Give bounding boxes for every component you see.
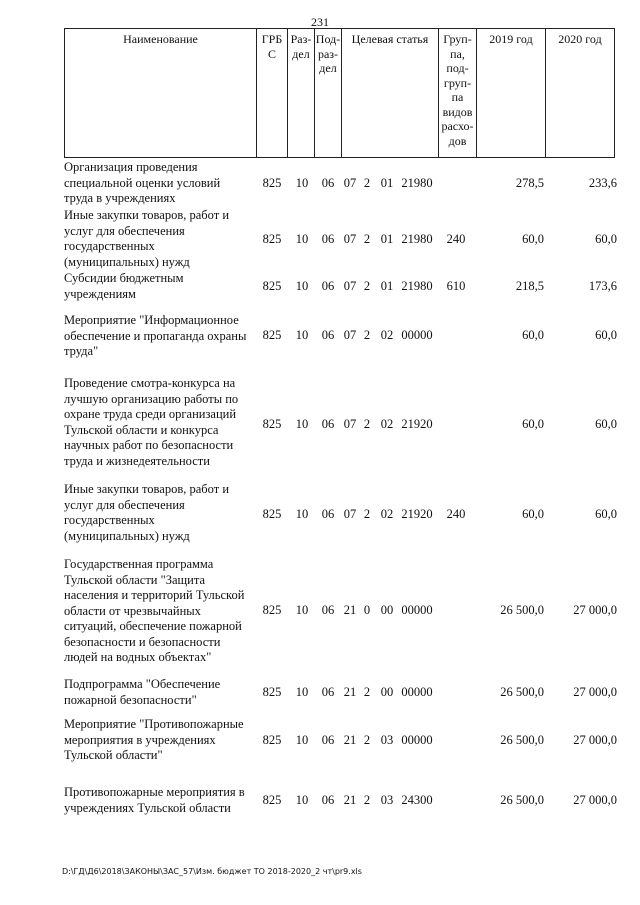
row-y2020: 60,0: [595, 232, 617, 246]
row-grbs: 825: [262, 176, 282, 190]
row-t2: 2: [363, 328, 371, 342]
row-y2019: 60,0: [522, 417, 544, 431]
row-grbs: 825: [262, 279, 282, 293]
row-grbs: 825: [262, 507, 282, 521]
row-grbs: 825: [262, 603, 282, 617]
row-razdel: 10: [295, 328, 309, 342]
row-name: Противопожарные мероприятия в учреждениях Тульской области: [64, 785, 245, 815]
row-t1: 21: [343, 793, 357, 807]
row-name: Иные закупки товаров, работ и услуг для обеспечения государственных (муниципальных) нужд: [64, 482, 230, 543]
row-t1: 07: [343, 507, 357, 521]
row-t2: 2: [363, 507, 371, 521]
row-name: Государственная программа Тульской области "Защита населения и территорий Тульской области от чрезвычайных ситуаций, обеспечение пожарной безопасности и безопасности людей на водных объектах": [64, 557, 245, 664]
row-razdel: 10: [295, 417, 309, 431]
page-number: 231: [311, 15, 329, 29]
row-t1: 07: [343, 232, 357, 246]
row-t4: 00000: [401, 685, 433, 699]
footer-path: D:\ГД\Д6\2018\ЗАКОНЫ\ЗАС_57\Изм. бюджет ТО 2018-2020_2 чт\pr9.xls: [62, 867, 362, 876]
row-t2: 2: [363, 733, 371, 747]
row-name: Проведение смотра-конкурса на лучшую организацию работы по охране труда среди организаций Тульской области и конкурса научных работ по безопасности труда и жизнедеятельности: [64, 376, 239, 468]
row-t3: 02: [380, 417, 394, 431]
row-t2: 2: [363, 793, 371, 807]
row-y2020: 233,6: [588, 176, 617, 190]
row-razdel: 10: [295, 176, 309, 190]
row-y2019: 60,0: [522, 507, 544, 521]
row-razdel: 10: [295, 793, 309, 807]
row-grbs: 825: [262, 232, 282, 246]
row-t2: 0: [363, 603, 371, 617]
header-name: Наименование: [64, 28, 256, 158]
row-y2020: 173,6: [588, 279, 617, 293]
row-y2020: 27 000,0: [573, 603, 617, 617]
row-t4: 00000: [401, 603, 433, 617]
row-t4: 21920: [401, 417, 433, 431]
row-razdel: 10: [295, 507, 309, 521]
row-t3: 03: [380, 793, 394, 807]
row-podrazdel: 06: [321, 176, 335, 190]
row-t3: 01: [380, 176, 394, 190]
row-t3: 01: [380, 279, 394, 293]
row-name: Подпрограмма "Обеспечение пожарной безопасности": [64, 677, 221, 707]
header-razdel: Раз- дел: [287, 28, 314, 158]
row-t4: 24300: [401, 793, 433, 807]
row-t1: 21: [343, 733, 357, 747]
row-t4: 00000: [401, 328, 433, 342]
header-group: Груп- па, под- груп- па видов расхо- дов: [438, 28, 476, 158]
row-podrazdel: 06: [321, 279, 335, 293]
row-razdel: 10: [295, 232, 309, 246]
row-t1: 07: [343, 417, 357, 431]
row-group: 240: [446, 507, 466, 521]
row-t1: 21: [343, 685, 357, 699]
row-t3: 02: [380, 507, 394, 521]
row-y2020: 60,0: [595, 328, 617, 342]
row-t4: 21980: [401, 232, 433, 246]
row-y2020: 27 000,0: [573, 793, 617, 807]
row-y2019: 60,0: [522, 232, 544, 246]
row-y2019: 278,5: [515, 176, 544, 190]
row-t1: 07: [343, 279, 357, 293]
header-grbs: ГРБ С: [256, 28, 287, 158]
row-razdel: 10: [295, 279, 309, 293]
row-y2019: 26 500,0: [500, 685, 544, 699]
row-t4: 21980: [401, 176, 433, 190]
row-t4: 00000: [401, 733, 433, 747]
row-name: Мероприятие "Противопожарные мероприятия в учреждениях Тульской области": [64, 717, 244, 762]
row-y2019: 26 500,0: [500, 733, 544, 747]
row-t2: 2: [363, 176, 371, 190]
row-name: Мероприятие "Информационное обеспечение и пропаганда охраны труда": [64, 313, 247, 358]
row-podrazdel: 06: [321, 733, 335, 747]
row-y2019: 26 500,0: [500, 603, 544, 617]
row-grbs: 825: [262, 733, 282, 747]
row-name: Иные закупки товаров, работ и услуг для обеспечения государственных (муниципальных) нужд: [64, 208, 230, 269]
row-y2019: 26 500,0: [500, 793, 544, 807]
header-2019: 2019 год: [476, 28, 545, 158]
row-podrazdel: 06: [321, 232, 335, 246]
row-y2020: 27 000,0: [573, 733, 617, 747]
row-t4: 21980: [401, 279, 433, 293]
row-podrazdel: 06: [321, 507, 335, 521]
row-t2: 2: [363, 685, 371, 699]
row-t3: 00: [380, 685, 394, 699]
row-y2019: 218,5: [515, 279, 544, 293]
row-grbs: 825: [262, 793, 282, 807]
row-y2019: 60,0: [522, 328, 544, 342]
row-t3: 03: [380, 733, 394, 747]
row-group: 610: [446, 279, 466, 293]
row-grbs: 825: [262, 417, 282, 431]
row-grbs: 825: [262, 685, 282, 699]
row-t3: 01: [380, 232, 394, 246]
row-podrazdel: 06: [321, 417, 335, 431]
row-group: 240: [446, 232, 466, 246]
row-name: Субсидии бюджетным учреждениям: [64, 271, 184, 301]
row-t1: 07: [343, 328, 357, 342]
header-target: Целевая статья: [341, 28, 438, 158]
row-t1: 21: [343, 603, 357, 617]
header-podrazdel: Под- раз- дел: [314, 28, 341, 158]
row-t2: 2: [363, 232, 371, 246]
row-t3: 02: [380, 328, 394, 342]
row-y2020: 27 000,0: [573, 685, 617, 699]
row-y2020: 60,0: [595, 507, 617, 521]
row-podrazdel: 06: [321, 685, 335, 699]
row-razdel: 10: [295, 685, 309, 699]
row-podrazdel: 06: [321, 793, 335, 807]
row-t2: 2: [363, 279, 371, 293]
row-razdel: 10: [295, 603, 309, 617]
row-podrazdel: 06: [321, 603, 335, 617]
row-razdel: 10: [295, 733, 309, 747]
row-t2: 2: [363, 417, 371, 431]
row-t3: 00: [380, 603, 394, 617]
row-grbs: 825: [262, 328, 282, 342]
row-t1: 07: [343, 176, 357, 190]
row-name: Организация проведения специальной оценки условий труда в учреждениях: [64, 160, 221, 205]
row-t4: 21920: [401, 507, 433, 521]
header-2020: 2020 год: [545, 28, 615, 158]
row-podrazdel: 06: [321, 328, 335, 342]
row-y2020: 60,0: [595, 417, 617, 431]
